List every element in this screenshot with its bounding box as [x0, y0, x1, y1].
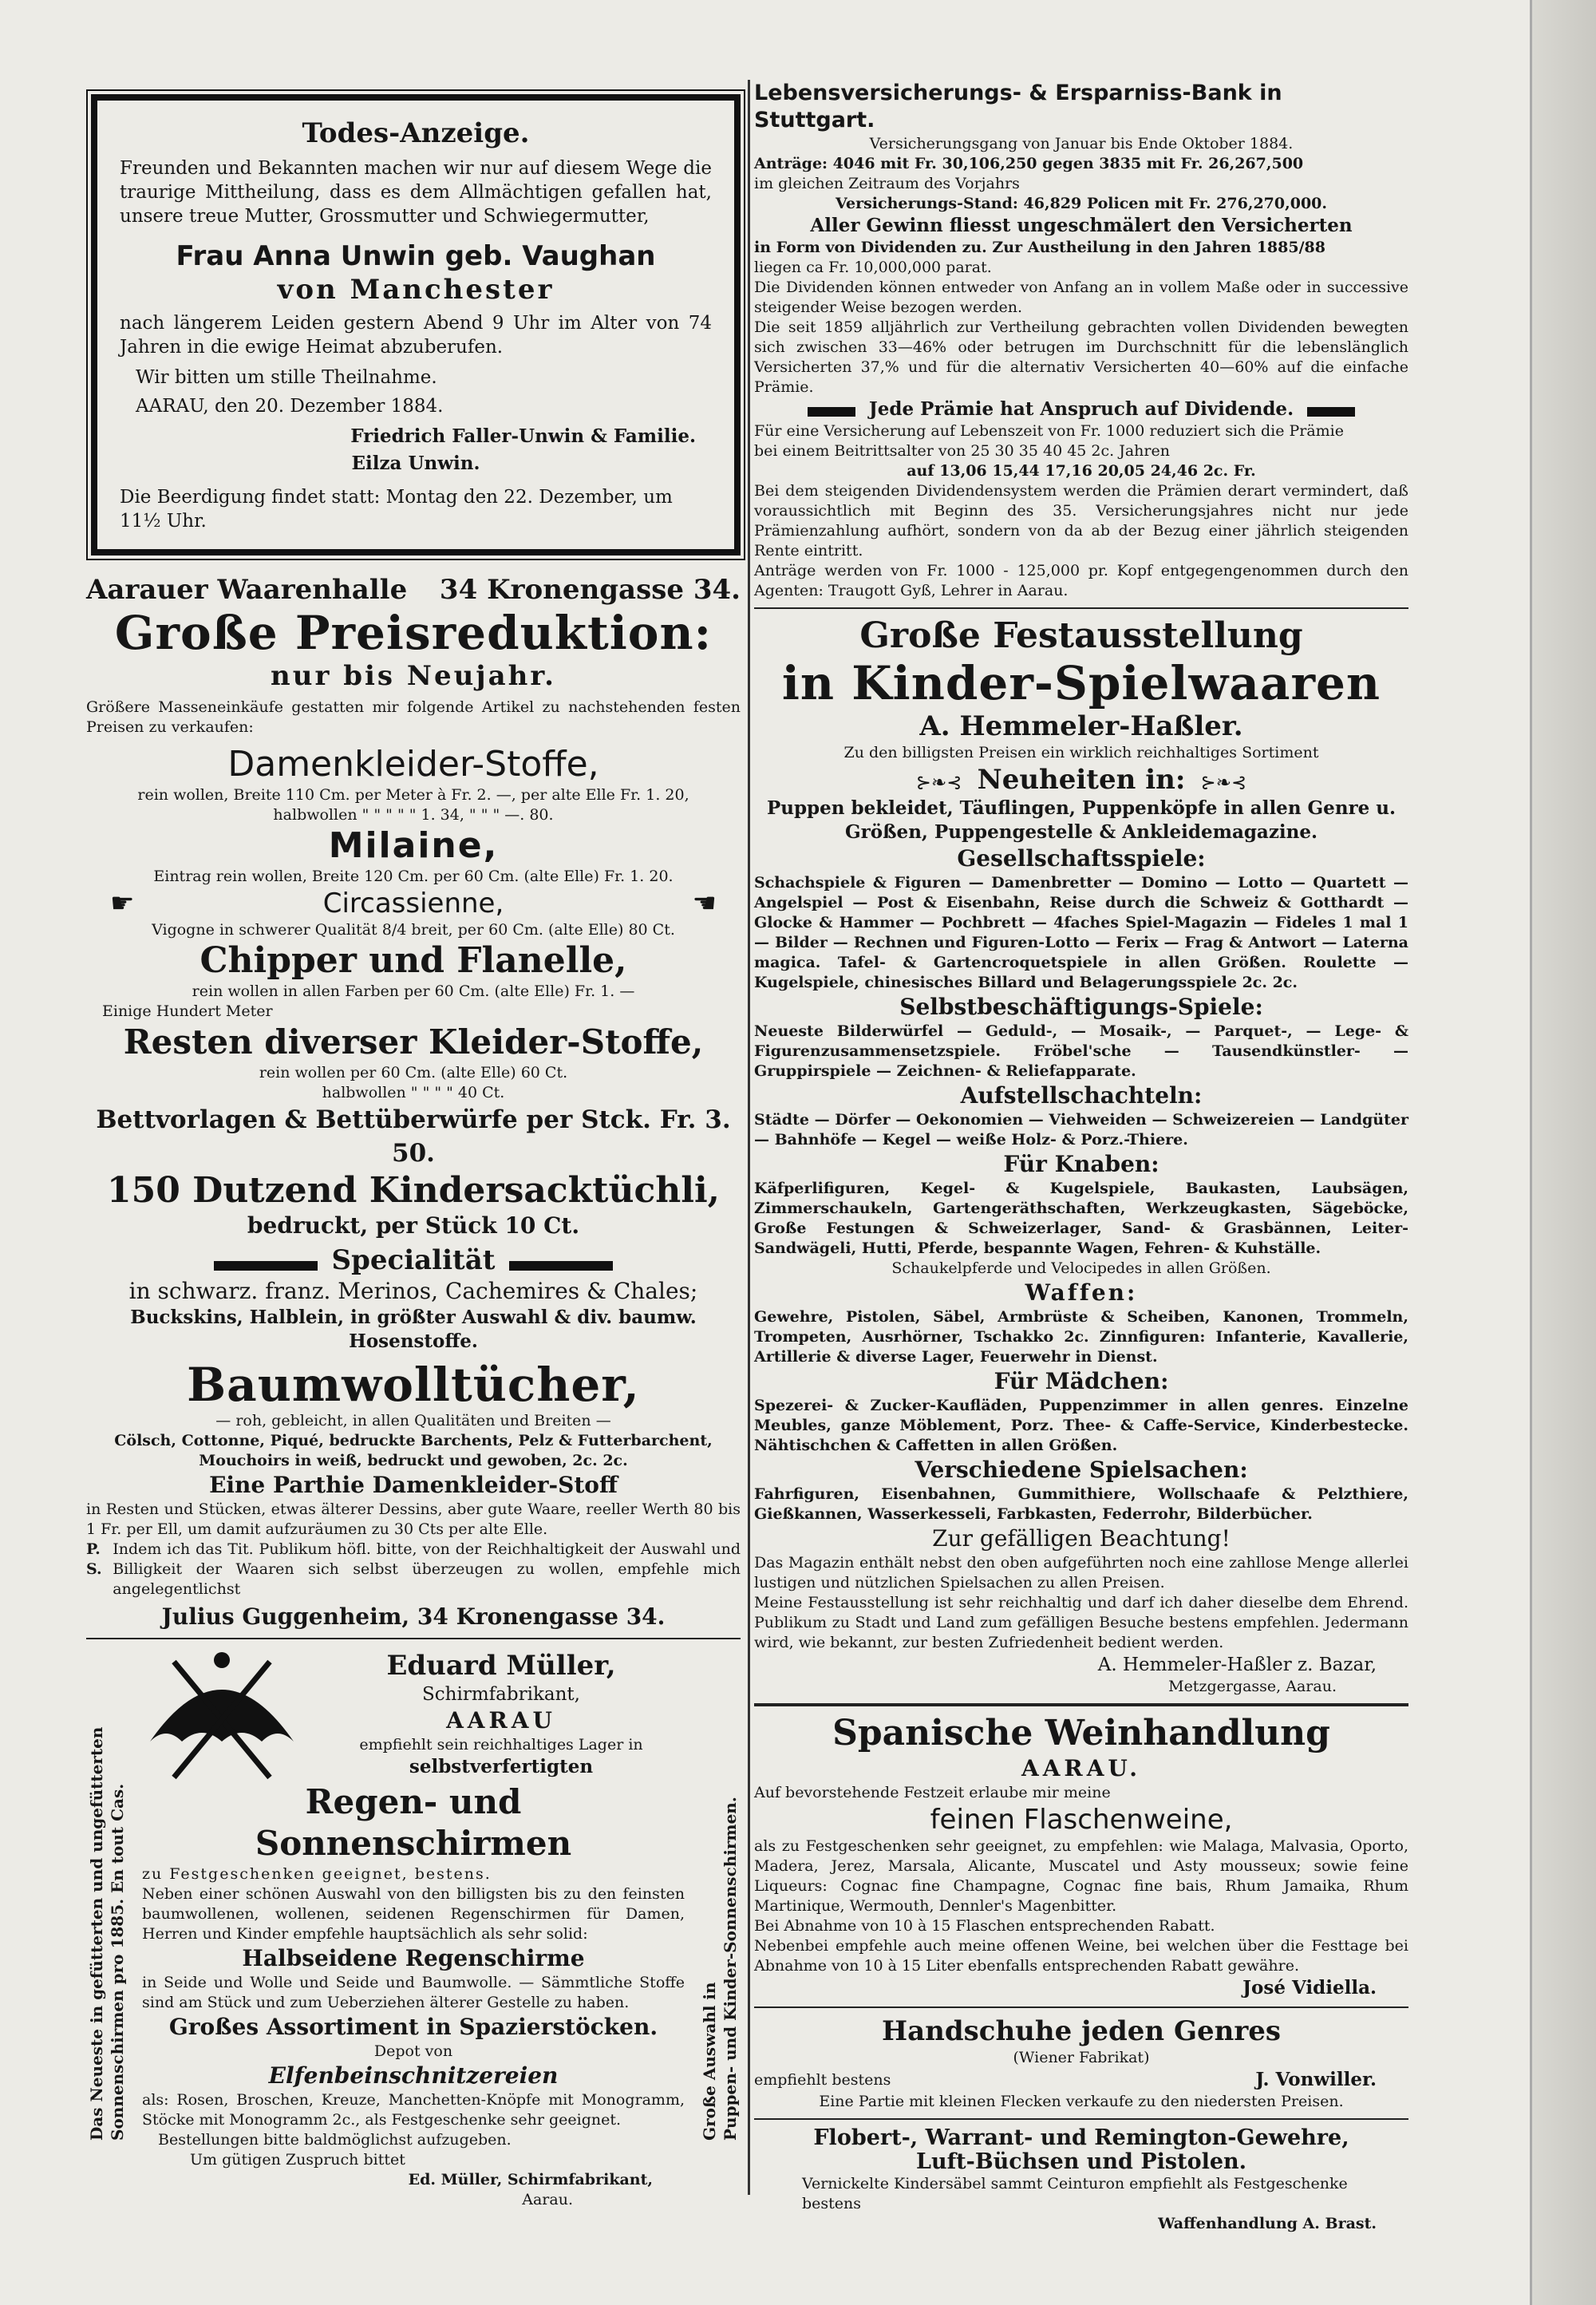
ornament-right-icon: ⊱❧⊰ [1200, 773, 1247, 793]
flobert-title2: Luft-Büchsen und Pistolen. [915, 2149, 1247, 2174]
baumwolltuecher-heading: Baumwolltücher, [187, 1358, 640, 1412]
weinhandlung-town: AARAU. [1021, 1755, 1142, 1781]
beachtung-text2: Meine Festausstellung ist sehr reichhaltig und darf ich daher dieselbe dem Ehrend. Publikum zu Stadt und Land zum gefälligen Besuche bestens empfehlen. Jedermann wird, wie bekannt, zur besten Zufriedenheit bedient werden. [754, 1594, 1408, 1651]
right-column [754, 80, 1408, 2234]
mueller-ad [86, 1646, 741, 2208]
bank-l13: auf 13,06 15,44 17,16 20,05 24,46 2c. Fr. [907, 462, 1256, 480]
parthie-line1: in Resten und Stücken, etwas älterer Dessins, aber gute Waare, reeller Werth 80 bis 1 Fr. per Ell, um damit aufzuräumen zu 30 Cts per alte Elle. [86, 1500, 741, 1538]
mueller-p5: Um gütigen Zuspruch bittet [190, 2151, 405, 2169]
mueller-vertical-right-2: Puppen- und Kinder-Sonnenschirmen. [721, 1797, 740, 2141]
mueller-name: Eduard Müller, [386, 1649, 616, 1682]
mueller-p1: Neben einer schönen Auswahl von den billigsten bis zu den feinsten baumwollenen, wollenen, seidenen Regenschirmen für Damen, Herren und Kinder empfehle hauptsächlich als sehr solid: [142, 1885, 685, 1943]
black-bar-right [1307, 407, 1355, 417]
mueller-town: AARAU [446, 1706, 556, 1734]
milaine-heading: Milaine, [328, 825, 499, 866]
waffen-text: Gewehre, Pistolen, Säbel, Armbrüste & Scheiben, Kanonen, Trommeln, Trompeten, Ausrhörner, Tschakko 2c. Zinnfiguren: Infanterie, Kavallerie, Artillerie & diverse Lager, Feuerwehr in Dienst. [754, 1308, 1408, 1366]
section-rule [754, 2118, 1408, 2120]
mueller-signature: Ed. Müller, Schirmfabrikant, [408, 2171, 653, 2188]
bank-l7: liegen ca Fr. 10,000,000 parat. [754, 259, 992, 276]
specialitaet-heading: Specialität [331, 1244, 496, 1276]
bank-l6: in Form von Dividenden zu. Zur Austheilung in den Jahren 1885/88 [754, 239, 1325, 256]
flobert-signature: Waffenhandlung A. Brast. [1158, 2215, 1377, 2232]
umbrella-icon [142, 1646, 302, 1781]
damenkleider-heading: Damenkleider-Stoffe, [227, 744, 599, 785]
bank-l10: Jede Prämie hat Anspruch auf Dividende. [868, 398, 1294, 420]
damenkleider-line2: halbwollen " " " " " 1. 34, " " " —. 80. [273, 806, 554, 824]
knaben-heading: Für Knaben: [1003, 1151, 1159, 1177]
waarenhalle-header [86, 573, 741, 607]
resten-heading: Resten diverser Kleider-Stoffe, [123, 1022, 704, 1062]
pointing-hand-right-icon: ☛ [110, 888, 135, 919]
handschuhe-sub: (Wiener Fabrikat) [1013, 2049, 1150, 2066]
maedchen-text: Spezerei- & Zucker-Kaufläden, Puppenzimmer in allen genres. Einzelne Meubles, ganze Möblement, Porz. Thee- & Caffe-Service, Kinderbestecke. Nähtischchen & Caffetten in allen Größen. [754, 1397, 1408, 1454]
pointing-hand-left-icon: ☚ [692, 888, 717, 919]
chipper-line1: rein wollen in allen Farben per 60 Cm. (alte Elle) Fr. 1. — [192, 982, 635, 1000]
weinhandlung-p1: als zu Festgeschenken sehr geeignet, zu empfehlen: wie Malaga, Malvasia, Oporto, Madera, Jerez, Marsala, Alicante, Muscatel und Asty mousseux; sowie feine Liqueurs: Cognac fine Champagne, Cognac fine bais, Rhum Jamaika, Rhum Martinique, Wermouth, Dennler's Magenbitter. [754, 1837, 1408, 1915]
todes-p2: nach längerem Leiden gestern Abend 9 Uhr im Alter von 74 Jahren in die ewige Heimat abzuberufen. [120, 313, 712, 358]
verschiedene-heading: Verschiedene Spielsachen: [915, 1457, 1248, 1483]
handschuhe-p1: empfiehlt bestens [754, 2070, 891, 2089]
todes-funeral: Die Beerdigung findet statt: Montag den 22. Dezember, um 11½ Uhr. [120, 487, 673, 532]
baumwolltuecher-line1: — roh, gebleicht, in allen Qualitäten und Breiten — [215, 1412, 611, 1429]
spiel-intro: Zu den billigsten Preisen ein wirklich reichhaltiges Sortiment [843, 744, 1319, 761]
specialitaet-row [86, 1243, 741, 1277]
page-edge [1530, 0, 1596, 2305]
bank-l1: Versicherungsgang von Januar bis Ende Oktober 1884. [869, 135, 1294, 152]
aufstellschachteln-heading: Aufstellschachteln: [960, 1082, 1203, 1109]
knaben-text: Käfperlifiguren, Kegel- & Kugelspiele, Baukasten, Laubsägen, Zimmerschaukeln, Gartengeräthschaften, Werkzeugkasten, Sägeböcke, Große Festungen & Schweizerlager, Sand- & Grasbännen, Leiter- Sandwägeli, Hutti, Pferde, bespannte Wagen, Fehren- & Kuhställe. [754, 1180, 1408, 1257]
flobert-title1: Flobert-, Warrant- und Remington-Gewehre, [813, 2125, 1349, 2150]
todes-name: Frau Anna Unwin geb. Vaughan [176, 240, 656, 272]
specialitaet-line1: in schwarz. franz. Merinos, Cachemires & Chales; [128, 1278, 698, 1304]
resten-line2: halbwollen " " " " 40 Ct. [322, 1084, 505, 1101]
column-divider [748, 80, 750, 2195]
section-rule [754, 607, 1408, 609]
damenkleider-line1: rein wollen, Breite 110 Cm. per Meter à Fr. 2. —, per alte Elle Fr. 1. 20, [137, 786, 689, 804]
chipper-heading: Chipper und Flanelle, [200, 940, 627, 981]
spiel-puppen: Puppen bekleidet, Täuflingen, Puppenköpfe in allen Genre u. Größen, Puppengestelle & Ankleidemagazine. [766, 797, 1396, 843]
black-bar-left [808, 407, 855, 417]
milaine-line1: Eintrag rein wollen, Breite 120 Cm. per 60 Cm. (alte Elle) Fr. 1. 20. [153, 868, 674, 885]
circassienne-heading: Circassienne, [322, 888, 504, 919]
todes-anzeige-box [91, 94, 741, 555]
weinhandlung-p2: Bei Abnahme von 10 à 15 Flaschen entsprechenden Rabatt. [754, 1917, 1215, 1935]
maedchen-heading: Für Mädchen: [994, 1368, 1169, 1394]
mueller-vertical-left [86, 1662, 128, 2141]
todes-from: von Manchester [277, 274, 555, 306]
preisreduktion-title: Große Preisreduktion: [114, 606, 713, 660]
todes-sig2: Eilza Unwin. [351, 453, 480, 474]
gesellschaftsspiele-text: Schachspiele & Figuren — Damenbretter — Domino — Lotto — Quartett — Angelspiel — Post & Eisenbahn, Reise durch die Schweiz & Gotthardt — Glocke & Hammer — Pochbrett — 4faches Spiel-Magazin — Fideles 1 mal 1 — Bilder — Rechnen und Figuren-Lotto — Ferix — Frag & Antwort — Laterna magica. Tafel- & Gartencroquetspiele in allen Größen. Roulette — Kugelspiele, chinesisches Billard und Belagerungsspiele 2c. 2c. [754, 874, 1408, 991]
bank-l2: Anträge: 4046 mit Fr. 30,106,250 gegen 3835 mit Fr. 26,267,500 [754, 155, 1304, 172]
mueller-p2: in Seide und Wolle und Seide und Baumwolle. — Sämmtliche Stoffe sind am Stück und zum Ueberziehen älterer Gestelle zu haben. [142, 1974, 685, 2011]
bedruckt-line: bedruckt, per Stück 10 Ct. [247, 1212, 580, 1239]
handschuhe-title: Handschuhe jeden Genres [881, 2015, 1282, 2047]
circassienne-line1: Vigogne in schwerer Qualität 8/4 breit, per 60 Cm. (alte Elle) 80 Ct. [152, 921, 675, 939]
hemmeler-address: Metzgergasse, Aarau. [1168, 1678, 1337, 1695]
weinhandlung-fein: feinen Flaschenweine, [930, 1804, 1233, 1836]
weinhandlung-p3: Nebenbei empfehle auch meine offenen Weine, bei welchen über die Festtage bei Abnahme von 10 à 15 Liter ebenfalls entsprechenden Rabatt gewähre. [754, 1937, 1408, 1975]
todes-p1: Freunden und Bekannten machen wir nur auf diesem Wege die traurige Mittheilung, dass es dem Allmächtigen gefallen hat, unsere treue Mutter, Grossmutter und Schwiegermutter, [120, 158, 712, 227]
bank-l5: Aller Gewinn fliesst ungeschmälert den Versicherten [810, 215, 1353, 236]
beachtung-heading: Zur gefälligen Beachtung! [932, 1525, 1231, 1552]
weinhandlung-intro: Auf bevorstehende Festzeit erlaube mir meine [754, 1784, 1111, 1801]
left-column [86, 80, 741, 2208]
todes-p3: Wir bitten um stille Theilnahme. [136, 367, 437, 388]
mueller-depot: Depot von [373, 2042, 453, 2060]
mueller-halbseidene: Halbseidene Regenschirme [242, 1945, 585, 1971]
todes-title: Todes-Anzeige. [302, 117, 530, 149]
handschuhe-row [754, 2068, 1408, 2092]
spiel-title1: Große Festausstellung [859, 615, 1303, 656]
neuheiten-heading: Neuheiten in: [977, 764, 1186, 796]
selbstbeschaeftigung-text: Neueste Bilderwürfel — Geduld-, — Mosaik-, — Parquet-, — Lege- & Figurenzusammensetzspiele. Fröbel'sche — Tausendkünstler- — Gruppirspiele — Zeichnen- & Reliefapparate. [754, 1022, 1408, 1080]
parthie-heading: Eine Parthie Damenkleider-Stoff [209, 1472, 618, 1498]
handschuhe-signature: J. Vonwiller. [1255, 2069, 1377, 2090]
bank-dividende-row [754, 397, 1408, 421]
ps-text: Indem ich das Tit. Publikum höfl. bitte, von der Reichhaltigkeit der Auswahl und Billigkeit der Waaren sich selbst überzeugen zu wollen, empfehle mich angelegentlichst [113, 1540, 741, 1598]
bank-l8: Die Dividenden können entweder von Anfang an in vollem Maße oder in successive steigender Weise bezogen werden. [754, 279, 1408, 316]
mueller-vertical-right-1: Große Auswahl in [700, 1982, 719, 2141]
mueller-p4: Bestellungen bitte baldmöglichst aufzugeben. [158, 2131, 512, 2149]
chipper-line2: Einige Hundert Meter [102, 1002, 273, 1020]
mueller-elfenbein: Elfenbeinschnitzereien [268, 2062, 559, 2089]
bank-l9: Die seit 1859 alljährlich zur Vertheilung gebrachten vollen Dividenden bewegten sich zwischen 33—46% oder betrugen im Durchschnitt für die lebenslänglich Versicherten 37,% und für die alternativ Versicherten 40—60% auf die einfache Prämie. [754, 318, 1408, 396]
waffen-heading: Waffen: [1025, 1279, 1138, 1306]
black-bar-left [214, 1261, 318, 1271]
waarenhalle-intro: Größere Masseneinkäufe gestatten mir folgende Artikel zu nachstehenden festen Preisen zu verkaufen: [86, 698, 741, 736]
weinhandlung-title: Spanische Weinhandlung [832, 1713, 1330, 1753]
mueller-assortiment: Großes Assortiment in Spazierstöcken. [168, 2014, 658, 2040]
ps-label: P. S. [86, 1540, 102, 1578]
mueller-vertical-left-1: Das Neueste in gefütterten und ungefütterten [87, 1726, 106, 2141]
beachtung-text1: Das Magazin enthält nebst den oben aufgeführten noch eine zahllose Menge allerlei lustigen und nützlichen Spielsachen zu allen Preisen. [754, 1554, 1408, 1591]
bank-l14: Bei dem steigenden Dividendensystem werden die Prämien derart vermindert, daß voraussichtlich mit Beginn des 35. Versicherungsjahres nicht nur jede Prämienzahlung aufhört, sondern von da ab der Bezug einer jährlich steigenden Rente eintritt. [754, 482, 1408, 559]
mueller-trade: Schirmfabrikant, [422, 1683, 580, 1705]
mueller-vertical-right [699, 1694, 741, 2141]
spiel-firm: A. Hemmeler-Haßler. [919, 710, 1243, 742]
bettvorlagen-heading: Bettvorlagen & Bettüberwürfe per Stck. Fr. 3. 50. [96, 1105, 731, 1168]
handschuhe-p2: Eine Partie mit kleinen Flecken verkaufe zu den niedersten Preisen. [819, 2093, 1344, 2110]
verschiedene-text: Fahrfiguren, Eisenbahnen, Gummithiere, Wollschaafe & Pelzthiere, Gießkannen, Wasserkesseli, Farbkasten, Federrohr, Bilderbücher. [754, 1485, 1408, 1523]
resten-line1: rein wollen per 60 Cm. (alte Elle) 60 Ct. [259, 1064, 568, 1081]
bank-l4: Versicherungs-Stand: 46,829 Policen mit Fr. 276,270,000. [835, 195, 1327, 212]
hemmeler-signature: A. Hemmeler-Haßler z. Bazar, [1097, 1655, 1377, 1675]
mueller-header [142, 1646, 685, 1781]
selbstbeschaeftigung-heading: Selbstbeschäftigungs-Spiele: [899, 994, 1263, 1020]
baumwolltuecher-line2: Cölsch, Cottonne, Piqué, bedruckte Barchents, Pelz & Futterbarchent, Mouchoirs in weiß, bedruckt und gewoben, 2c. 2c. [114, 1432, 713, 1469]
bank-title: Lebensversicherungs- & Ersparniss-Bank in Stuttgart. [754, 81, 1282, 132]
section-rule [86, 1638, 741, 1639]
weinhandlung-signature: José Vidiella. [1242, 1977, 1377, 1999]
waarenhalle-address: 34 Kronengasse 34. [439, 574, 741, 606]
mueller-p3: als: Rosen, Broschen, Kreuze, Manchetten-Knöpfe mit Monogramm, Stöcke mit Monogramm 2c., als Festgeschenke sehr geeignet. [142, 2091, 685, 2129]
section-rule [754, 1703, 1408, 1706]
spiel-title2: in Kinder-Spielwaaren [781, 656, 1381, 710]
guggenheim-signature: Julius Guggenheim, 34 Kronengasse 34. [161, 1603, 666, 1630]
bank-l11: Für eine Versicherung auf Lebenszeit von Fr. 1000 reduziert sich die Prämie [754, 422, 1345, 440]
black-bar-right [509, 1261, 613, 1271]
mueller-self: selbstverfertigten [409, 1755, 594, 1777]
aufstellschachteln-text: Städte — Dörfer — Oekonomien — Viehweiden — Schweizereien — Landgüter — Bahnhöfe — Kegel — weiße Holz- & Porz.-Thiere. [754, 1111, 1408, 1149]
neujahr-sub: nur bis Neujahr. [271, 660, 556, 692]
mueller-sig-town: Aarau. [522, 2191, 573, 2208]
mueller-gift: zu Festgeschenken geeignet, bestens. [142, 1865, 492, 1883]
dutzend-heading: 150 Dutzend Kindersacktüchli, [107, 1170, 720, 1211]
section-rule [754, 2006, 1408, 2008]
ornament-left-icon: ⊱❧⊰ [915, 773, 962, 793]
bank-l12: bei einem Beitrittsalter von 25 30 35 40 45 2c. Jahren [754, 442, 1170, 460]
mueller-vertical-left-2: Sonnenschirmen pro 1885. En tout Cas. [108, 1783, 127, 2141]
bank-l15: Anträge werden von Fr. 1000 - 125,000 pr. Kopf entgegengenommen durch den Agenten: Traugott Gyß, Lehrer in Aarau. [754, 562, 1408, 599]
todes-place-date: AARAU, den 20. Dezember 1884. [136, 396, 444, 417]
gesellschaftsspiele-heading: Gesellschaftsspiele: [957, 845, 1206, 872]
mueller-title: Regen- und Sonnenschirmen [255, 1782, 572, 1863]
mueller-recommend: empfiehlt sein reichhaltiges Lager in [359, 1735, 643, 1753]
waarenhalle-name: Aarauer Waarenhalle [86, 574, 408, 606]
flobert-p1: Vernickelte Kindersäbel sammt Ceinturon empfiehlt als Festgeschenke bestens [802, 2175, 1348, 2212]
circassienne-row [86, 887, 741, 920]
bank-l3: im gleichen Zeitraum des Vorjahrs [754, 175, 1020, 192]
specialitaet-line2: Buckskins, Halblein, in größter Auswahl & div. baumw. Hosenstoffe. [130, 1307, 697, 1352]
todes-sig1: Friedrich Faller-Unwin & Familie. [350, 425, 696, 447]
schaukelpferde-line: Schaukelpferde und Velocipedes in allen Größen. [891, 1259, 1271, 1277]
neuheiten-row [754, 763, 1408, 797]
ps-block [86, 1540, 741, 1599]
